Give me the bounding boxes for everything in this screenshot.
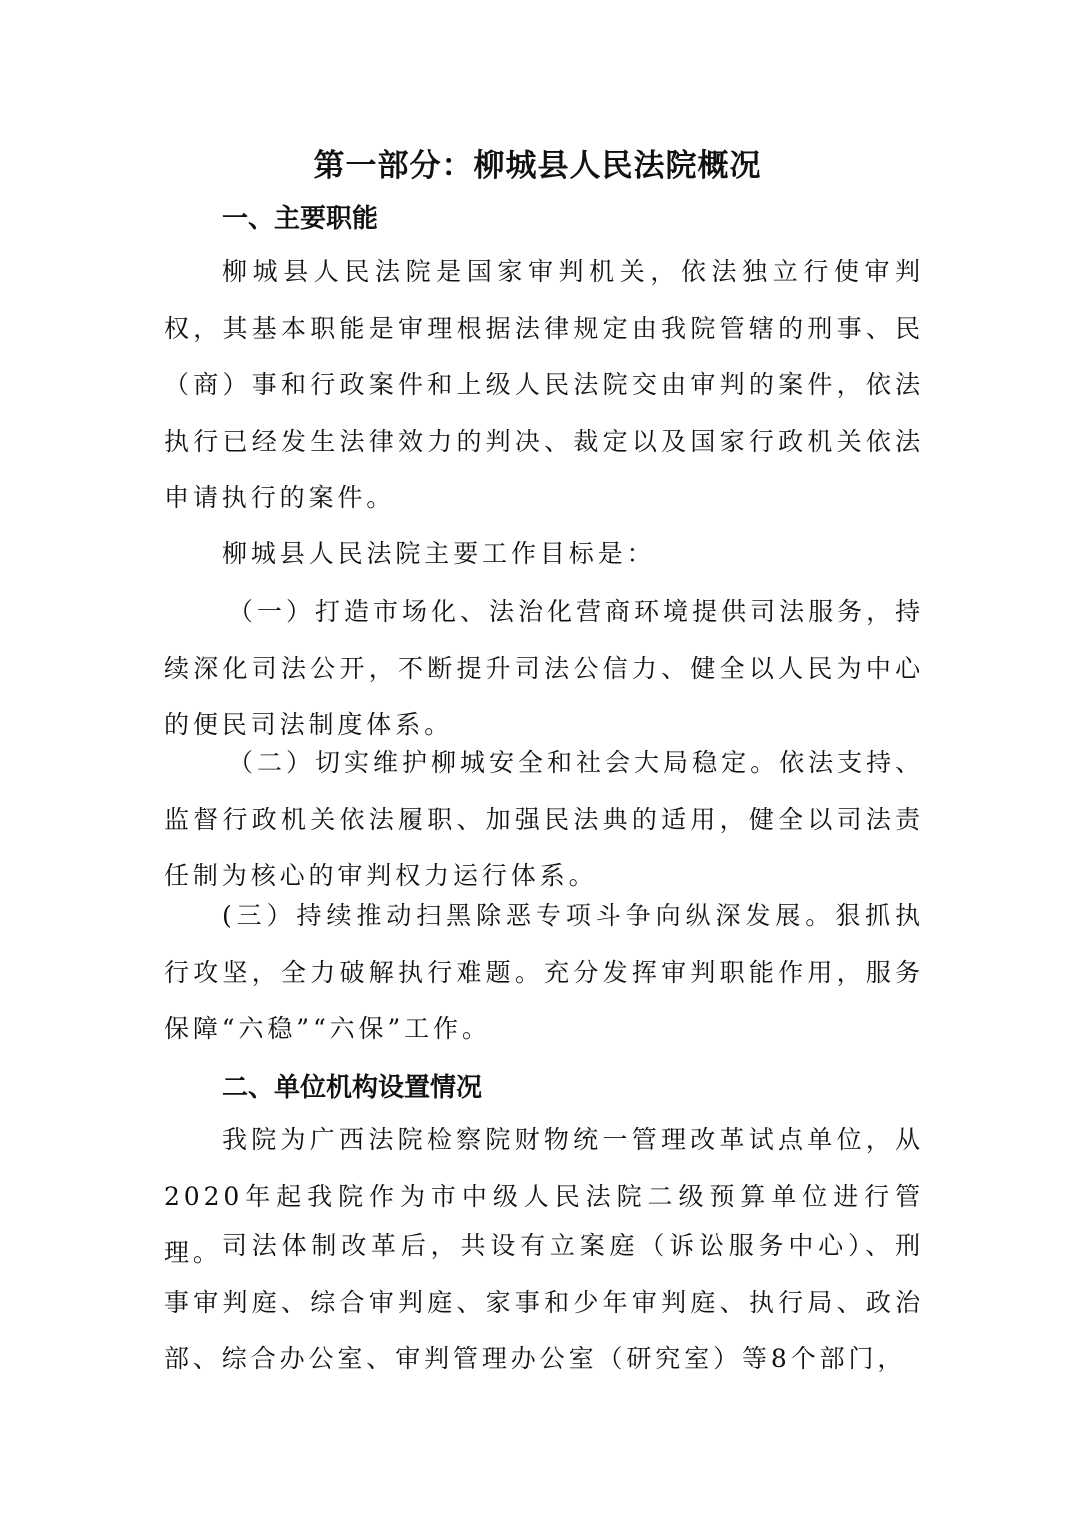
page-title: 第一部分：柳城县人民法院概况 bbox=[313, 148, 762, 184]
paragraph-departments: 司法体制改革后，共设有立案庭（诉讼服务中心）、刑事审判庭、综合审判庭、家事和少年审判庭、执行局、政治部、综合办公室、审判管理办公室（研究室）等8个部门， bbox=[164, 1231, 924, 1373]
paragraph-goal-2: （二）切实维护柳城安全和社会大局稳定。依法支持、监督行政机关依法履职、加强民法典的适用，健全以司法责任制为核心的审判权力运行体系。 bbox=[164, 748, 924, 890]
paragraph-goal-1: （一）打造市场化、法治化营商环境提供司法服务，持续深化司法公开，不断提升司法公信力、健全以人民为中心的便民司法制度体系。 bbox=[164, 597, 924, 739]
paragraph-goal-3: (三）持续推动扫黑除恶专项斗争向纵深发展。狠抓执行攻坚，全力破解执行难题。充分发挥审判职能作用，服务保障“六稳”“六保”工作。 bbox=[164, 901, 924, 1043]
paragraph-work-goals-intro: 柳城县人民法院主要工作目标是： bbox=[222, 539, 656, 568]
section-heading-org-structure: 二、单位机构设置情况 bbox=[222, 1073, 483, 1103]
paragraph-court-functions: 柳城县人民法院是国家审判机关，依法独立行使审判权，其基本职能是审理根据法律规定由我院管辖的刑事、民（商）事和行政案件和上级人民法院交由审判的案件，依法执行已经发生法律效力的判决、裁定以及国家行政机关依法申请执行的案件。 bbox=[164, 257, 924, 512]
paragraph-budget-unit: 我院为广西法院检察院财物统一管理改革试点单位，从2020年起我院作为市中级人民法院二级预算单位进行管理。 bbox=[164, 1125, 924, 1267]
section-heading-main-functions: 一、主要职能 bbox=[222, 204, 379, 234]
